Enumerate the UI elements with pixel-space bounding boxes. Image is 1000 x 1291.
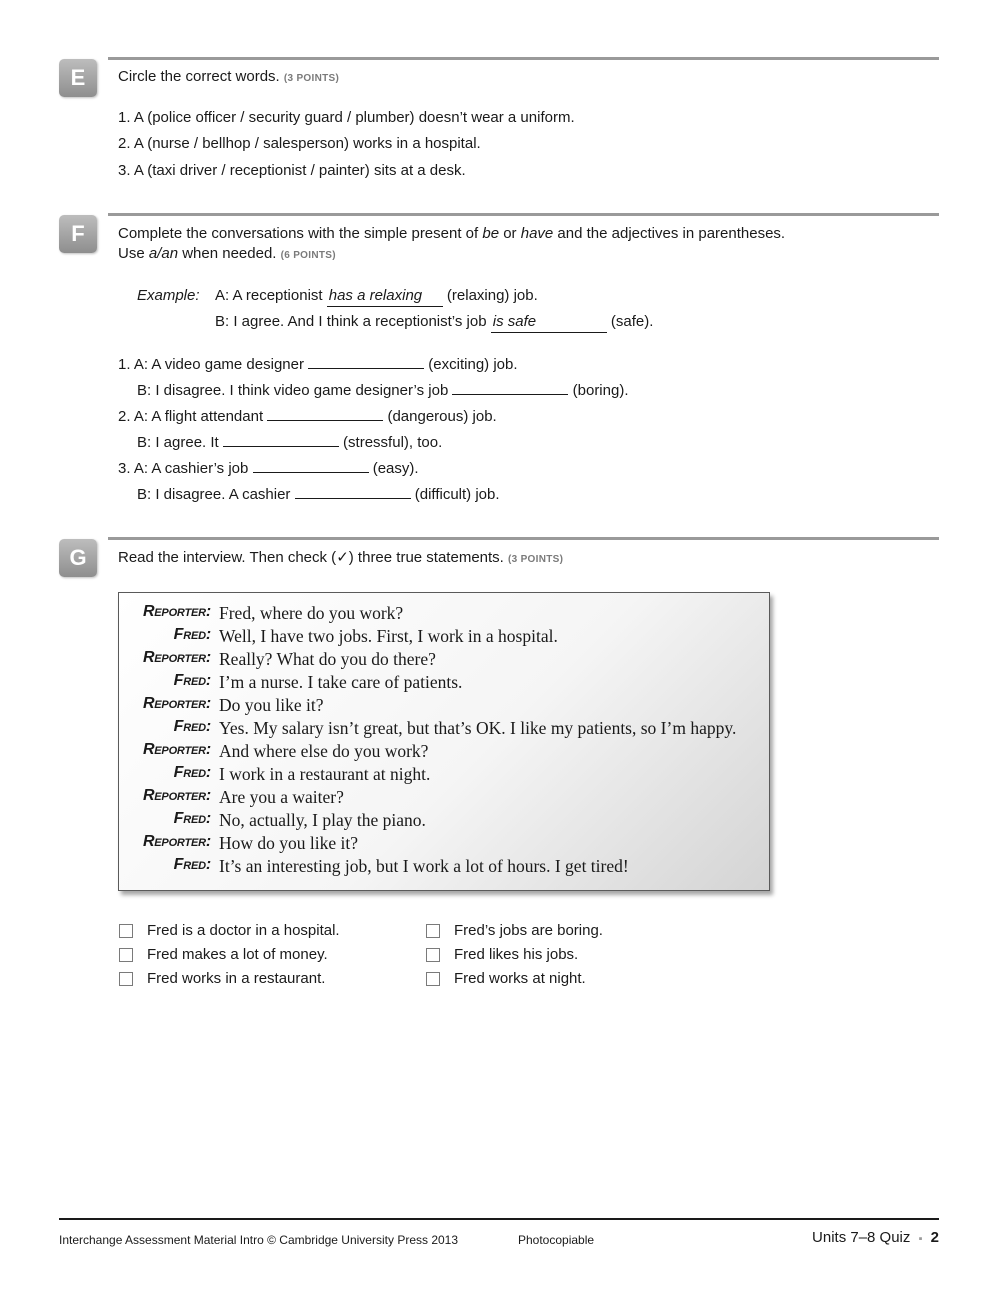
example-text: (relaxing) job. [442,287,538,304]
section-g-badge: G [59,539,97,577]
checkbox-icon[interactable] [119,972,133,986]
footer-photocopiable: Photocopiable [518,1233,595,1247]
conversation-line [118,458,419,479]
section-e-item: 1. A (police officer / security guard / plumber) doesn’t wear a uniform. [118,109,575,126]
statement-text: Fred’s jobs are boring. [454,922,603,939]
speaker-label: Fred: [173,626,211,643]
conversation-text: B: I disagree. I think video game designer’s job [137,382,453,399]
utterance: Are you a waiter? [219,787,344,807]
answer-blank[interactable] [253,458,369,473]
speaker-label: Reporter: [142,695,211,712]
statement-text: Fred likes his jobs. [454,946,579,963]
speaker-label: Fred: [173,856,211,873]
instruction-have: have [520,225,554,242]
instruction-aan: a/an [148,245,179,262]
conversation-line [118,354,518,375]
speaker-label: Reporter: [142,787,211,804]
page-number: 2 [930,1229,939,1246]
section-e-item: 3. A (taxi driver / receptionist / painter) sits at a desk. [118,162,466,179]
speaker-label: Fred: [173,672,211,689]
example-label: Example: [137,287,200,304]
conversation-text: B: I disagree. A cashier [137,486,295,503]
instruction-text: Complete the conversations with the simple present of [118,225,483,242]
instruction-text: Circle the correct words. [118,68,280,85]
points-label: (3 POINTS) [508,554,564,565]
interview-box [118,592,770,891]
footer-rule [59,1218,939,1220]
utterance: How do you like it? [219,833,359,853]
instruction-text: Read the interview. Then check ( [118,549,337,566]
utterance: I’m a nurse. I take care of patients. [219,672,463,692]
instruction-line-2 [118,244,785,266]
conversation-text: 1. A: A video game designer [118,356,309,373]
conversation-line [137,432,442,453]
conversation-text: (easy). [368,460,419,477]
conversation-text: 2. A: A flight attendant [118,408,268,425]
answer-blank[interactable] [295,484,411,499]
example-line-a [215,286,538,307]
checkbox-icon[interactable] [426,972,440,986]
answer-blank[interactable] [308,354,424,369]
utterance: I work in a restaurant at night. [219,764,431,784]
utterance: It’s an interesting job, but I work a lot of hours. I get tired! [219,856,629,876]
checkbox-icon[interactable] [119,924,133,938]
speaker-label: Reporter: [142,741,211,758]
section-e-item: 2. A (nurse / bellhop / salesperson) works in a hospital. [118,135,481,152]
instruction-text: or [499,225,521,242]
conversation-text: (difficult) job. [410,486,500,503]
checkbox-icon[interactable] [426,924,440,938]
section-e-instruction [118,67,339,89]
points-label: (6 POINTS) [280,250,336,261]
instruction-text: and the adjectives in parentheses. [553,225,786,242]
conversation-text: (boring). [568,382,629,399]
check-mark-icon: ✓ [336,549,349,566]
utterance: And where else do you work? [219,741,429,761]
conversation-text: (dangerous) job. [383,408,497,425]
conversation-line [137,484,500,505]
speaker-label: Reporter: [142,603,211,620]
section-f-instruction [118,224,785,266]
answer-blank[interactable] [267,406,383,421]
utterance: Really? What do you do there? [219,649,436,669]
instruction-text: when needed. [178,245,277,262]
section-g-instruction [118,548,563,570]
section-g-rule [108,537,939,540]
footer-copyright: Interchange Assessment Material Intro © Cambridge University Press 2013 [59,1233,459,1247]
statement-text: Fred makes a lot of money. [147,946,328,963]
checkbox-icon[interactable] [119,948,133,962]
utterance: Fred, where do you work? [219,603,404,623]
points-label: (3 POINTS) [283,73,340,84]
speaker-label: Fred: [173,810,211,827]
conversation-text: (exciting) job. [424,356,518,373]
instruction-be: be [482,225,500,242]
instruction-line-1 [118,224,785,244]
example-line-b [215,312,653,333]
utterance: No, actually, I play the piano. [219,810,426,830]
statement-text: Fred works at night. [454,970,586,987]
conversation-line [137,380,629,401]
example-answer: is safe [491,312,607,333]
example-text: A: A receptionist [215,287,327,304]
speaker-label: Fred: [173,718,211,735]
example-answer: has a relaxing [327,286,443,307]
statement-text: Fred is a doctor in a hospital. [147,922,340,939]
speaker-label: Reporter: [142,833,211,850]
section-f-rule [108,213,939,216]
utterance: Yes. My salary isn’t great, but that’s OK. I like my patients, so I’m happy. [219,718,737,738]
section-e-badge: E [59,59,97,97]
separator-icon: ▪ [918,1233,923,1245]
quiz-title: Units 7–8 Quiz [812,1229,911,1246]
statement-text: Fred works in a restaurant. [147,970,326,987]
utterance: Well, I have two jobs. First, I work in a hospital. [219,626,558,646]
speaker-label: Reporter: [142,649,211,666]
instruction-text: Use [118,245,149,262]
speaker-label: Fred: [173,764,211,781]
section-f-badge: F [59,215,97,253]
checkbox-icon[interactable] [426,948,440,962]
section-e-rule [108,57,939,60]
conversation-line [118,406,497,427]
example-text: (safe). [606,313,654,330]
instruction-text: ) three true statements. [348,549,504,566]
example-text: B: I agree. And I think a receptionist’s job [215,313,491,330]
answer-blank[interactable] [223,432,339,447]
conversation-text: B: I agree. It [137,434,223,451]
conversation-text: (stressful), too. [338,434,443,451]
footer-quiz-info [812,1229,939,1246]
answer-blank[interactable] [452,380,568,395]
conversation-text: 3. A: A cashier’s job [118,460,253,477]
utterance: Do you like it? [219,695,324,715]
